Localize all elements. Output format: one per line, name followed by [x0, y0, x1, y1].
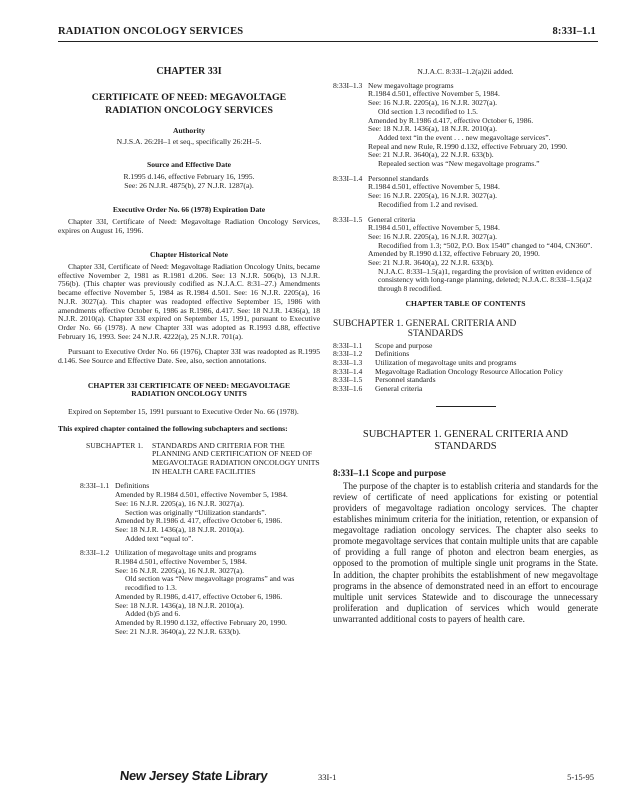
section-divider	[436, 406, 496, 407]
toc-entry-title: General criteria	[375, 384, 423, 394]
history-line: Old section was “New megavoltage programs” and was recodified to 1.3.	[125, 574, 295, 593]
toc-entry-title: Definitions	[375, 349, 410, 359]
expired-section-1-1	[58, 482, 320, 543]
history-line: Old section 1.3 recodified to 1.5.	[378, 106, 478, 116]
expired-contents-intro: This expired chapter contained the following subchapters and sections:	[58, 423, 288, 433]
history-line: Section was originally “Utilization standards”.	[125, 507, 267, 517]
library-stamp: New Jersey State Library	[119, 768, 269, 783]
toc-entry-number: 8:33I–1.2	[333, 349, 363, 359]
chapter-number: CHAPTER 33I	[156, 66, 222, 77]
expired-subchapter-1	[58, 442, 320, 477]
historical-note-heading: Chapter Historical Note	[150, 250, 228, 260]
toc-entry	[333, 368, 598, 377]
history-line: R.1984 d.501, effective November 5, 1984.	[368, 182, 500, 192]
expired-subchapter-title: STANDARDS AND CRITERIA FOR THE PLANNING AND CERTIFICATION OF NEED OF MEGAVOLTAGE RADIATION ONCOLOGY UNITS IN HEALTH CARE FACILITIES	[152, 440, 320, 476]
history-line: See: 16 N.J.R. 2205(a), 16 N.J.R. 3027(a).	[368, 98, 498, 108]
section-number: 8:33I–1.3	[333, 80, 363, 90]
history-line: Recodified from 1.2 and revised.	[378, 199, 478, 209]
toc-entry	[333, 385, 598, 394]
history-line: See: 18 N.J.R. 1436(a), 18 N.J.R. 2010(a).	[115, 600, 245, 610]
section-title: General criteria	[368, 214, 416, 224]
toc-subchapter-line1: SUBCHAPTER 1. GENERAL CRITERIA AND	[333, 318, 517, 329]
source-heading: Source and Effective Date	[146, 160, 231, 170]
section-title: New megavoltage programs	[368, 80, 454, 90]
section-title: Personnel standards	[368, 173, 429, 183]
expired-section-1-2	[58, 549, 320, 636]
toc-entry-number: 8:33I–1.6	[333, 384, 363, 394]
header-rule	[58, 41, 598, 42]
history-line: N.J.A.C. 8:33I–1.5(a)1, regarding the provision of written evidence of consistency with long-range planning, deleted; N.J.A.C. 8:33I–1.5(a)2 through 8 recodified.	[378, 266, 592, 294]
history-line: Repealed section was “New megavoltage programs.”	[378, 159, 540, 169]
expired-chapter-heading-1: CHAPTER 33I CERTIFICATE OF NEED: MEGAVOLTAGE	[87, 380, 291, 390]
toc-entry	[333, 342, 598, 351]
history-line: Amended by R.1986 d.417, effective October 6, 1986.	[368, 115, 534, 125]
chapter-title-line1: CERTIFICATE OF NEED: MEGAVOLTAGE	[91, 91, 287, 103]
page-number: 33I-1	[318, 772, 337, 782]
history-line: See: 21 N.J.R. 3640(a), 22 N.J.R. 633(b).	[115, 626, 241, 636]
section-number: 8:33I–1.5	[333, 214, 363, 224]
section-title: Utilization of megavoltage units and programs	[115, 548, 257, 558]
subchapter-heading-line1: SUBCHAPTER 1. GENERAL CRITERIA AND	[362, 428, 569, 440]
left-column	[58, 68, 320, 642]
toc-entry-number: 8:33I–1.3	[333, 357, 363, 367]
history-line: See: 18 N.J.R. 1436(a), 18 N.J.R. 2010(a).	[368, 124, 498, 134]
history-line: Added text “in the event . . . new megavoltage services”.	[378, 132, 551, 142]
history-line: Added text “equal to”.	[125, 533, 194, 543]
page-date: 5-15-95	[567, 772, 594, 782]
toc-entry-number: 8:33I–1.1	[333, 340, 363, 350]
section-number: 8:33I–1.2	[80, 548, 110, 558]
toc-entry-title: Megavoltage Radiation Oncology Resource Allocation Policy	[375, 366, 563, 376]
continued-note: N.J.A.C. 8:33I–1.2(a)2ii added.	[417, 67, 514, 76]
scope-and-purpose-text: The purpose of the chapter is to establish criteria and standards for the review of certificate of need applications for existing or potential providers of megavoltage radiation oncology services. The chapter establishes minimum criteria for the initiation, retention, or expansion of megavoltage radiation oncology services. The chapter also seeks to promote megavoltage services that contain multiple units that are capable of providing a full range of photon and electron beam energies, as opposed to the promotion of multiple single unit programs in the State. In addition, the chapter prohibits the establishment of new megavoltage programs in the absence of demonstrated need in an effort to encourage multiple unit services Statewide and to discourage the unnecessary proliferation and duplication of services which would generate unwarranted additional costs to payers of health care.	[333, 480, 598, 624]
expired-section-1-4	[333, 175, 598, 210]
section-title: Definitions	[115, 481, 150, 491]
right-column	[333, 68, 598, 625]
toc-entry-number: 8:33I–1.4	[333, 366, 363, 376]
historical-note-text: Chapter 33I, Certificate of Need: Megavoltage Radiation Oncology Units, became effective November 2, 1981 as R.1981 d.206. See: 13 N.J.R. 506(b), 13 N.J.R. 756(b). (This chapter was previously codified as N.J.A.C. 8:31–27.) Amendments became effective November 5, 1984 as R.1984 d.501. See: 16 N.J.R. 2205(a), 16 N.J.R. 3027(a). This chapter was readopted effective September 15, 1986 with amendments effective October 6, 1986 as R.1986, d.417. See: 18 N.J.R. 1436(a), 18 N.J.R. 2010(a). Chapter 33I expired on September 15, 1991, pursuant to Executive Order No. 66 (1978). A new Chapter 33I was adopted as R.1993 d.88, effective February 16, 1993. See: 24 N.J.R. 4222(a), 25 N.J.R. 701(a).	[58, 262, 320, 341]
history-line: Recodified from 1.3; “502, P.O. Box 1540” changed to “404, CN360”.	[378, 240, 593, 250]
history-line: Repeal and new Rule, R.1990 d.132, effective February 20, 1990.	[368, 141, 568, 151]
readoption-note: Pursuant to Executive Order No. 66 (1976), Chapter 33I was readopted as R.1995 d.146. See Source and Effective Date. See, also, section annotations.	[58, 347, 320, 366]
subchapter-heading-line2: STANDARDS	[434, 441, 497, 453]
expired-section-1-5	[333, 216, 598, 294]
chapter-title-line2: RADIATION ONCOLOGY SERVICES	[105, 104, 273, 116]
history-line: Amended by R.1990 d.132, effective February 20, 1990.	[368, 249, 540, 259]
authority-heading: Authority	[172, 125, 206, 135]
history-line: See: 16 N.J.R. 2205(a), 16 N.J.R. 3027(a).	[368, 191, 498, 201]
history-line: See: 21 N.J.R. 3640(a), 22 N.J.R. 633(b).	[368, 150, 494, 160]
toc-entry-title: Utilization of megavoltage units and programs	[375, 357, 517, 367]
section-number: 8:33I–1.1	[80, 481, 110, 491]
running-header-title: RADIATION ONCOLOGY SERVICES	[58, 26, 244, 37]
history-line: Added (b)5 and 6.	[125, 609, 181, 619]
toc-entry	[333, 376, 598, 385]
authority-text: N.J.S.A. 26:2H–1 et seq., specifically 26:2H–5.	[116, 137, 262, 147]
executive-order-heading: Executive Order No. 66 (1978) Expiration Date	[112, 205, 266, 215]
history-line: See: 16 N.J.R. 2205(a), 16 N.J.R. 3027(a).	[368, 231, 498, 241]
expired-note: Expired on September 15, 1991 pursuant to Executive Order No. 66 (1978).	[68, 407, 299, 417]
expired-section-1-3	[333, 82, 598, 169]
history-line: See: 18 N.J.R. 1436(a), 18 N.J.R. 2010(a).	[115, 524, 245, 534]
executive-order-text: Chapter 33I, Certificate of Need: Megavoltage Radiation Oncology Services, expires on August 16, 1996.	[58, 216, 320, 235]
expired-chapter-heading-2: RADIATION ONCOLOGY UNITS	[131, 389, 247, 399]
history-line: Amended by R.1986, d.417, effective October 6, 1986.	[115, 591, 283, 601]
source-line-1: R.1995 d.146, effective February 16, 1995.	[123, 171, 255, 181]
toc-entry-title: Scope and purpose	[375, 340, 433, 350]
history-line: R.1984 d.501, effective November 5, 1984.	[368, 223, 500, 233]
toc-subchapter-line2: STANDARDS	[407, 329, 464, 340]
history-line: R.1984 d.501, effective November 5, 1984.	[368, 89, 500, 99]
section-number: 8:33I–1.4	[333, 173, 363, 183]
running-header-section: 8:33I–1.1	[552, 26, 596, 37]
toc-entry-title: Personnel standards	[375, 375, 436, 385]
history-line: See: 21 N.J.R. 3640(a), 22 N.J.R. 633(b).	[368, 258, 494, 268]
source-line-2: See: 26 N.J.R. 4875(b), 27 N.J.R. 1287(a).	[124, 180, 254, 190]
history-line: Amended by R.1984 d.501, effective November 5, 1984.	[115, 490, 288, 500]
history-line: Amended by R.1990 d.132, effective February 20, 1990.	[115, 617, 287, 627]
toc-entry-number: 8:33I–1.5	[333, 375, 363, 385]
history-line: See: 16 N.J.R. 2205(a), 16 N.J.R. 3027(a).	[115, 498, 245, 508]
table-of-contents-heading: CHAPTER TABLE OF CONTENTS	[405, 298, 526, 308]
history-line: R.1984 d.501, effective November 5, 1984.	[115, 557, 247, 567]
section-heading: 8:33I–1.1 Scope and purpose	[333, 467, 446, 478]
expired-subchapter-number: SUBCHAPTER 1.	[86, 440, 143, 450]
history-line: See: 16 N.J.R. 2205(a), 16 N.J.R. 3027(a).	[115, 565, 245, 575]
history-line: Amended by R.1986 d. 417, effective October 6, 1986.	[115, 516, 283, 526]
